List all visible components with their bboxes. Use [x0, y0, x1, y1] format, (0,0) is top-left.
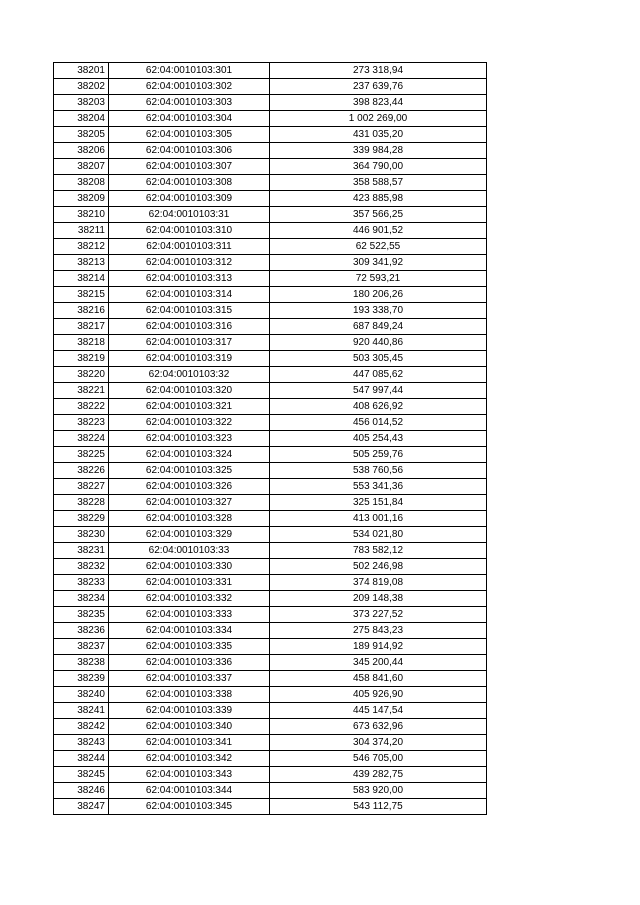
cadastral-number-cell: 62:04:0010103:320	[109, 383, 270, 399]
cadastral-number-cell: 62:04:0010103:302	[109, 79, 270, 95]
cadastral-value-cell: 408 626,92	[270, 399, 487, 415]
row-number-cell: 38244	[54, 751, 109, 767]
cadastral-number-cell: 62:04:0010103:306	[109, 143, 270, 159]
cadastral-number-cell: 62:04:0010103:31	[109, 207, 270, 223]
row-number-cell: 38227	[54, 479, 109, 495]
cadastral-value-cell: 534 021,80	[270, 527, 487, 543]
table-row	[54, 351, 487, 367]
cadastral-number-cell: 62:04:0010103:305	[109, 127, 270, 143]
cadastral-value-cell: 345 200,44	[270, 655, 487, 671]
table-row	[54, 143, 487, 159]
cadastral-number-cell: 62:04:0010103:343	[109, 767, 270, 783]
cadastral-number-cell: 62:04:0010103:315	[109, 303, 270, 319]
cadastral-value-cell: 458 841,60	[270, 671, 487, 687]
cadastral-number-cell: 62:04:0010103:321	[109, 399, 270, 415]
cadastral-number-cell: 62:04:0010103:338	[109, 687, 270, 703]
table-row	[54, 783, 487, 799]
table-row	[54, 447, 487, 463]
table-row	[54, 367, 487, 383]
cadastral-value-cell: 209 148,38	[270, 591, 487, 607]
cadastral-value-cell: 456 014,52	[270, 415, 487, 431]
cadastral-value-cell: 357 566,25	[270, 207, 487, 223]
cadastral-number-cell: 62:04:0010103:326	[109, 479, 270, 495]
cadastral-value-cell: 72 593,21	[270, 271, 487, 287]
row-number-cell: 38236	[54, 623, 109, 639]
cadastral-number-cell: 62:04:0010103:317	[109, 335, 270, 351]
row-number-cell: 38209	[54, 191, 109, 207]
cadastral-value-cell: 413 001,16	[270, 511, 487, 527]
cadastral-value-cell: 189 914,92	[270, 639, 487, 655]
cadastral-value-table	[53, 62, 487, 815]
cadastral-number-cell: 62:04:0010103:345	[109, 799, 270, 815]
table-row	[54, 735, 487, 751]
row-number-cell: 38220	[54, 367, 109, 383]
table-row	[54, 239, 487, 255]
row-number-cell: 38204	[54, 111, 109, 127]
cadastral-value-cell: 304 374,20	[270, 735, 487, 751]
table-row	[54, 719, 487, 735]
row-number-cell: 38203	[54, 95, 109, 111]
row-number-cell: 38208	[54, 175, 109, 191]
cadastral-value-cell: 543 112,75	[270, 799, 487, 815]
table-row	[54, 95, 487, 111]
cadastral-number-cell: 62:04:0010103:332	[109, 591, 270, 607]
table-row	[54, 223, 487, 239]
cadastral-number-cell: 62:04:0010103:339	[109, 703, 270, 719]
cadastral-value-cell: 237 639,76	[270, 79, 487, 95]
table-row	[54, 607, 487, 623]
cadastral-value-cell: 503 305,45	[270, 351, 487, 367]
row-number-cell: 38240	[54, 687, 109, 703]
cadastral-number-cell: 62:04:0010103:319	[109, 351, 270, 367]
row-number-cell: 38231	[54, 543, 109, 559]
cadastral-number-cell: 62:04:0010103:313	[109, 271, 270, 287]
cadastral-number-cell: 62:04:0010103:309	[109, 191, 270, 207]
table-row	[54, 591, 487, 607]
cadastral-value-cell: 398 823,44	[270, 95, 487, 111]
row-number-cell: 38226	[54, 463, 109, 479]
cadastral-number-cell: 62:04:0010103:340	[109, 719, 270, 735]
row-number-cell: 38230	[54, 527, 109, 543]
cadastral-value-cell: 62 522,55	[270, 239, 487, 255]
table-row	[54, 191, 487, 207]
row-number-cell: 38205	[54, 127, 109, 143]
row-number-cell: 38233	[54, 575, 109, 591]
cadastral-number-cell: 62:04:0010103:335	[109, 639, 270, 655]
table-row	[54, 319, 487, 335]
cadastral-number-cell: 62:04:0010103:325	[109, 463, 270, 479]
row-number-cell: 38225	[54, 447, 109, 463]
row-number-cell: 38243	[54, 735, 109, 751]
row-number-cell: 38202	[54, 79, 109, 95]
cadastral-value-cell: 1 002 269,00	[270, 111, 487, 127]
table-row	[54, 751, 487, 767]
table-row	[54, 767, 487, 783]
table-row	[54, 431, 487, 447]
table-row	[54, 623, 487, 639]
row-number-cell: 38213	[54, 255, 109, 271]
row-number-cell: 38229	[54, 511, 109, 527]
row-number-cell: 38242	[54, 719, 109, 735]
cadastral-value-cell: 546 705,00	[270, 751, 487, 767]
cadastral-value-cell: 423 885,98	[270, 191, 487, 207]
row-number-cell: 38210	[54, 207, 109, 223]
cadastral-number-cell: 62:04:0010103:329	[109, 527, 270, 543]
table-body	[54, 63, 487, 815]
cadastral-number-cell: 62:04:0010103:341	[109, 735, 270, 751]
cadastral-value-cell: 447 085,62	[270, 367, 487, 383]
table-row	[54, 383, 487, 399]
cadastral-number-cell: 62:04:0010103:331	[109, 575, 270, 591]
table-row	[54, 703, 487, 719]
row-number-cell: 38219	[54, 351, 109, 367]
cadastral-value-cell: 446 901,52	[270, 223, 487, 239]
cadastral-number-cell: 62:04:0010103:316	[109, 319, 270, 335]
cadastral-value-cell: 431 035,20	[270, 127, 487, 143]
cadastral-value-cell: 373 227,52	[270, 607, 487, 623]
cadastral-value-cell: 505 259,76	[270, 447, 487, 463]
table-row	[54, 671, 487, 687]
cadastral-value-cell: 553 341,36	[270, 479, 487, 495]
cadastral-value-cell: 538 760,56	[270, 463, 487, 479]
row-number-cell: 38222	[54, 399, 109, 415]
row-number-cell: 38214	[54, 271, 109, 287]
cadastral-value-cell: 439 282,75	[270, 767, 487, 783]
row-number-cell: 38211	[54, 223, 109, 239]
cadastral-value-cell: 783 582,12	[270, 543, 487, 559]
cadastral-value-cell: 583 920,00	[270, 783, 487, 799]
row-number-cell: 38221	[54, 383, 109, 399]
row-number-cell: 38234	[54, 591, 109, 607]
cadastral-number-cell: 62:04:0010103:303	[109, 95, 270, 111]
cadastral-value-cell: 364 790,00	[270, 159, 487, 175]
row-number-cell: 38216	[54, 303, 109, 319]
cadastral-number-cell: 62:04:0010103:344	[109, 783, 270, 799]
cadastral-number-cell: 62:04:0010103:308	[109, 175, 270, 191]
table-row	[54, 175, 487, 191]
row-number-cell: 38223	[54, 415, 109, 431]
table-row	[54, 495, 487, 511]
table-row	[54, 159, 487, 175]
row-number-cell: 38238	[54, 655, 109, 671]
cadastral-number-cell: 62:04:0010103:334	[109, 623, 270, 639]
table-row	[54, 575, 487, 591]
cadastral-value-cell: 547 997,44	[270, 383, 487, 399]
table-row	[54, 463, 487, 479]
row-number-cell: 38218	[54, 335, 109, 351]
table-row	[54, 799, 487, 815]
cadastral-value-cell: 502 246,98	[270, 559, 487, 575]
cadastral-number-cell: 62:04:0010103:307	[109, 159, 270, 175]
cadastral-number-cell: 62:04:0010103:323	[109, 431, 270, 447]
cadastral-number-cell: 62:04:0010103:301	[109, 63, 270, 79]
cadastral-number-cell: 62:04:0010103:312	[109, 255, 270, 271]
table-row	[54, 271, 487, 287]
row-number-cell: 38241	[54, 703, 109, 719]
table-row	[54, 559, 487, 575]
table-row	[54, 127, 487, 143]
cadastral-value-cell: 358 588,57	[270, 175, 487, 191]
cadastral-number-cell: 62:04:0010103:327	[109, 495, 270, 511]
cadastral-number-cell: 62:04:0010103:322	[109, 415, 270, 431]
row-number-cell: 38235	[54, 607, 109, 623]
row-number-cell: 38224	[54, 431, 109, 447]
table-row	[54, 79, 487, 95]
cadastral-number-cell: 62:04:0010103:324	[109, 447, 270, 463]
table-row	[54, 415, 487, 431]
cadastral-value-cell: 325 151,84	[270, 495, 487, 511]
cadastral-number-cell: 62:04:0010103:330	[109, 559, 270, 575]
table-row	[54, 479, 487, 495]
cadastral-number-cell: 62:04:0010103:337	[109, 671, 270, 687]
row-number-cell: 38228	[54, 495, 109, 511]
table-row	[54, 511, 487, 527]
cadastral-value-cell: 405 254,43	[270, 431, 487, 447]
cadastral-value-cell: 273 318,94	[270, 63, 487, 79]
table-row	[54, 399, 487, 415]
cadastral-value-cell: 275 843,23	[270, 623, 487, 639]
table-row	[54, 63, 487, 79]
cadastral-number-cell: 62:04:0010103:328	[109, 511, 270, 527]
row-number-cell: 38245	[54, 767, 109, 783]
table-row	[54, 303, 487, 319]
table-row	[54, 639, 487, 655]
cadastral-value-cell: 405 926,90	[270, 687, 487, 703]
table-row	[54, 255, 487, 271]
table-row	[54, 527, 487, 543]
cadastral-value-cell: 309 341,92	[270, 255, 487, 271]
row-number-cell: 38232	[54, 559, 109, 575]
cadastral-value-cell: 339 984,28	[270, 143, 487, 159]
cadastral-number-cell: 62:04:0010103:336	[109, 655, 270, 671]
cadastral-number-cell: 62:04:0010103:333	[109, 607, 270, 623]
cadastral-number-cell: 62:04:0010103:311	[109, 239, 270, 255]
table-row	[54, 655, 487, 671]
row-number-cell: 38201	[54, 63, 109, 79]
row-number-cell: 38247	[54, 799, 109, 815]
row-number-cell: 38237	[54, 639, 109, 655]
cadastral-number-cell: 62:04:0010103:33	[109, 543, 270, 559]
cadastral-value-cell: 673 632,96	[270, 719, 487, 735]
table-row	[54, 207, 487, 223]
cadastral-value-cell: 374 819,08	[270, 575, 487, 591]
table-row	[54, 543, 487, 559]
cadastral-value-cell: 193 338,70	[270, 303, 487, 319]
cadastral-number-cell: 62:04:0010103:304	[109, 111, 270, 127]
row-number-cell: 38246	[54, 783, 109, 799]
row-number-cell: 38207	[54, 159, 109, 175]
cadastral-number-cell: 62:04:0010103:342	[109, 751, 270, 767]
row-number-cell: 38212	[54, 239, 109, 255]
cadastral-value-cell: 445 147,54	[270, 703, 487, 719]
cadastral-number-cell: 62:04:0010103:310	[109, 223, 270, 239]
table-row	[54, 687, 487, 703]
cadastral-value-cell: 180 206,26	[270, 287, 487, 303]
cadastral-value-cell: 920 440,86	[270, 335, 487, 351]
cadastral-number-cell: 62:04:0010103:32	[109, 367, 270, 383]
table-row	[54, 335, 487, 351]
row-number-cell: 38239	[54, 671, 109, 687]
table-row	[54, 287, 487, 303]
cadastral-value-cell: 687 849,24	[270, 319, 487, 335]
row-number-cell: 38217	[54, 319, 109, 335]
cadastral-number-cell: 62:04:0010103:314	[109, 287, 270, 303]
table-row	[54, 111, 487, 127]
row-number-cell: 38215	[54, 287, 109, 303]
row-number-cell: 38206	[54, 143, 109, 159]
